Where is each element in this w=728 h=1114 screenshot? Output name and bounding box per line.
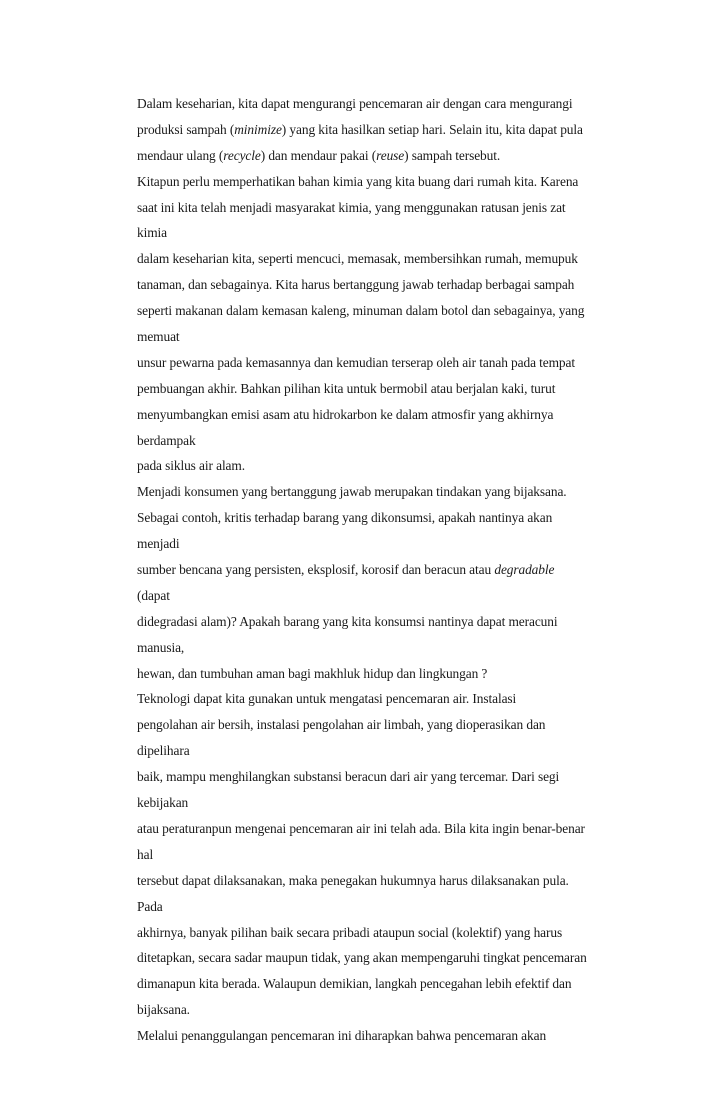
text-line: [137, 764, 697, 790]
text-run: tanaman, dan sebagainya. Kita harus bertanggung jawab terhadap berbagai sampah: [137, 277, 575, 293]
text-line: [137, 195, 697, 221]
text-run: mendaur ulang (: [137, 147, 224, 163]
text-run: pembuangan akhir. Bahkan pilihan kita untuk bermobil atau berjalan kaki, turut: [137, 380, 556, 396]
text-line: [137, 1023, 697, 1049]
text-run: ) sampah tersebut.: [404, 147, 501, 163]
text-run: hal: [137, 846, 154, 862]
text-run: unsur pewarna pada kemasannya dan kemudian terserap oleh air tanah pada tempat: [137, 354, 575, 370]
text-run: akhirnya, banyak pilihan baik secara pribadi ataupun social (kolektif) yang harus: [137, 924, 563, 940]
text-run: bijaksana.: [137, 1002, 190, 1018]
text-line: [137, 790, 697, 816]
text-line: [137, 479, 697, 505]
text-line: [137, 143, 697, 169]
text-run: manusia,: [137, 639, 185, 655]
text-line: [137, 583, 697, 609]
text-line: [137, 920, 697, 946]
text-line: [137, 635, 697, 661]
text-run: Pada: [137, 898, 163, 914]
text-line: [137, 945, 697, 971]
text-line: [137, 402, 697, 428]
text-run: pengolahan air bersih, instalasi pengolahan air limbah, yang dioperasikan dan: [137, 717, 546, 733]
text-run: menjadi: [137, 536, 180, 552]
text-line: [137, 738, 697, 764]
text-line: [137, 842, 697, 868]
text-run: Sebagai contoh, kritis terhadap barang yang dikonsumsi, apakah nantinya akan: [137, 510, 553, 526]
text-run: kebijakan: [137, 795, 189, 811]
text-line: [137, 557, 697, 583]
text-run: produksi sampah (: [137, 121, 235, 137]
text-line: [137, 376, 697, 402]
text-run: tersebut dapat dilaksanakan, maka penegakan hukumnya harus dilaksanakan pula.: [137, 872, 569, 888]
text-run: ditetapkan, secara sadar maupun tidak, yang akan mempengaruhi tingkat pencemaran: [137, 950, 587, 966]
text-run: atau peraturanpun mengenai pencemaran air ini telah ada. Bila kita ingin benar-benar: [137, 820, 585, 836]
body-text: [137, 91, 697, 1049]
text-run: sumber bencana yang persisten, eksplosif, korosif dan beracun atau: [137, 562, 495, 578]
text-run: saat ini kita telah menjadi masyarakat kimia, yang menggunakan ratusan jenis zat: [137, 199, 566, 215]
text-line: [137, 712, 697, 738]
text-run: Dalam keseharian, kita dapat mengurangi pencemaran air dengan cara mengurangi: [137, 96, 573, 111]
text-line: [137, 169, 697, 195]
text-line: [137, 868, 697, 894]
text-run: Kitapun perlu memperhatikan bahan kimia yang kita buang dari rumah kita. Karena: [137, 173, 579, 189]
text-line: [137, 661, 697, 687]
text-run: memuat: [137, 329, 180, 345]
text-run: berdampak: [137, 432, 196, 448]
text-line: [137, 117, 697, 143]
text-line: [137, 272, 697, 298]
text-run: (dapat: [137, 587, 170, 603]
text-line: [137, 246, 697, 272]
text-run: didegradasi alam)? Apakah barang yang kita konsumsi nantinya dapat meracuni: [137, 613, 558, 629]
text-line: [137, 531, 697, 557]
text-line: [137, 686, 697, 712]
text-run: Melalui penanggulangan pencemaran ini diharapkan bahwa pencemaran akan: [137, 1028, 547, 1044]
text-run: dipelihara: [137, 743, 190, 759]
text-line: [137, 324, 697, 350]
italic-term: recycle: [223, 147, 261, 163]
text-run: baik, mampu menghilangkan substansi beracun dari air yang tercemar. Dari segi: [137, 769, 560, 785]
text-run: Teknologi dapat kita gunakan untuk mengatasi pencemaran air. Instalasi: [137, 691, 517, 707]
italic-term: degradable: [494, 562, 555, 578]
text-line: [137, 298, 697, 324]
text-run: pada siklus air alam.: [137, 458, 245, 474]
text-run: dimanapun kita berada. Walaupun demikian, langkah pencegahan lebih efektif dan: [137, 976, 572, 992]
text-run: hewan, dan tumbuhan aman bagi makhluk hidup dan lingkungan ?: [137, 665, 488, 681]
text-run: dalam keseharian kita, seperti mencuci, memasak, membersihkan rumah, memupuk: [137, 251, 578, 267]
text-line: [137, 428, 697, 454]
text-line: [137, 220, 697, 246]
italic-term: reuse: [376, 147, 405, 163]
text-line: [137, 816, 697, 842]
text-run: Menjadi konsumen yang bertanggung jawab merupakan tindakan yang bijaksana.: [137, 484, 567, 500]
text-line: [137, 91, 697, 117]
text-run: seperti makanan dalam kemasan kaleng, minuman dalam botol dan sebagainya, yang: [137, 303, 585, 319]
text-run: ) yang kita hasilkan setiap hari. Selain itu, kita dapat pula: [281, 121, 583, 137]
text-run: menyumbangkan emisi asam atu hidrokarbon ke dalam atmosfir yang akhirnya: [137, 406, 554, 422]
text-line: [137, 609, 697, 635]
text-run: kimia: [137, 225, 167, 241]
italic-term: minimize: [234, 121, 282, 137]
text-line: [137, 894, 697, 920]
text-run: ) dan mendaur pakai (: [260, 147, 377, 163]
text-line: [137, 453, 697, 479]
text-line: [137, 505, 697, 531]
text-line: [137, 997, 697, 1023]
text-line: [137, 971, 697, 997]
text-line: [137, 350, 697, 376]
